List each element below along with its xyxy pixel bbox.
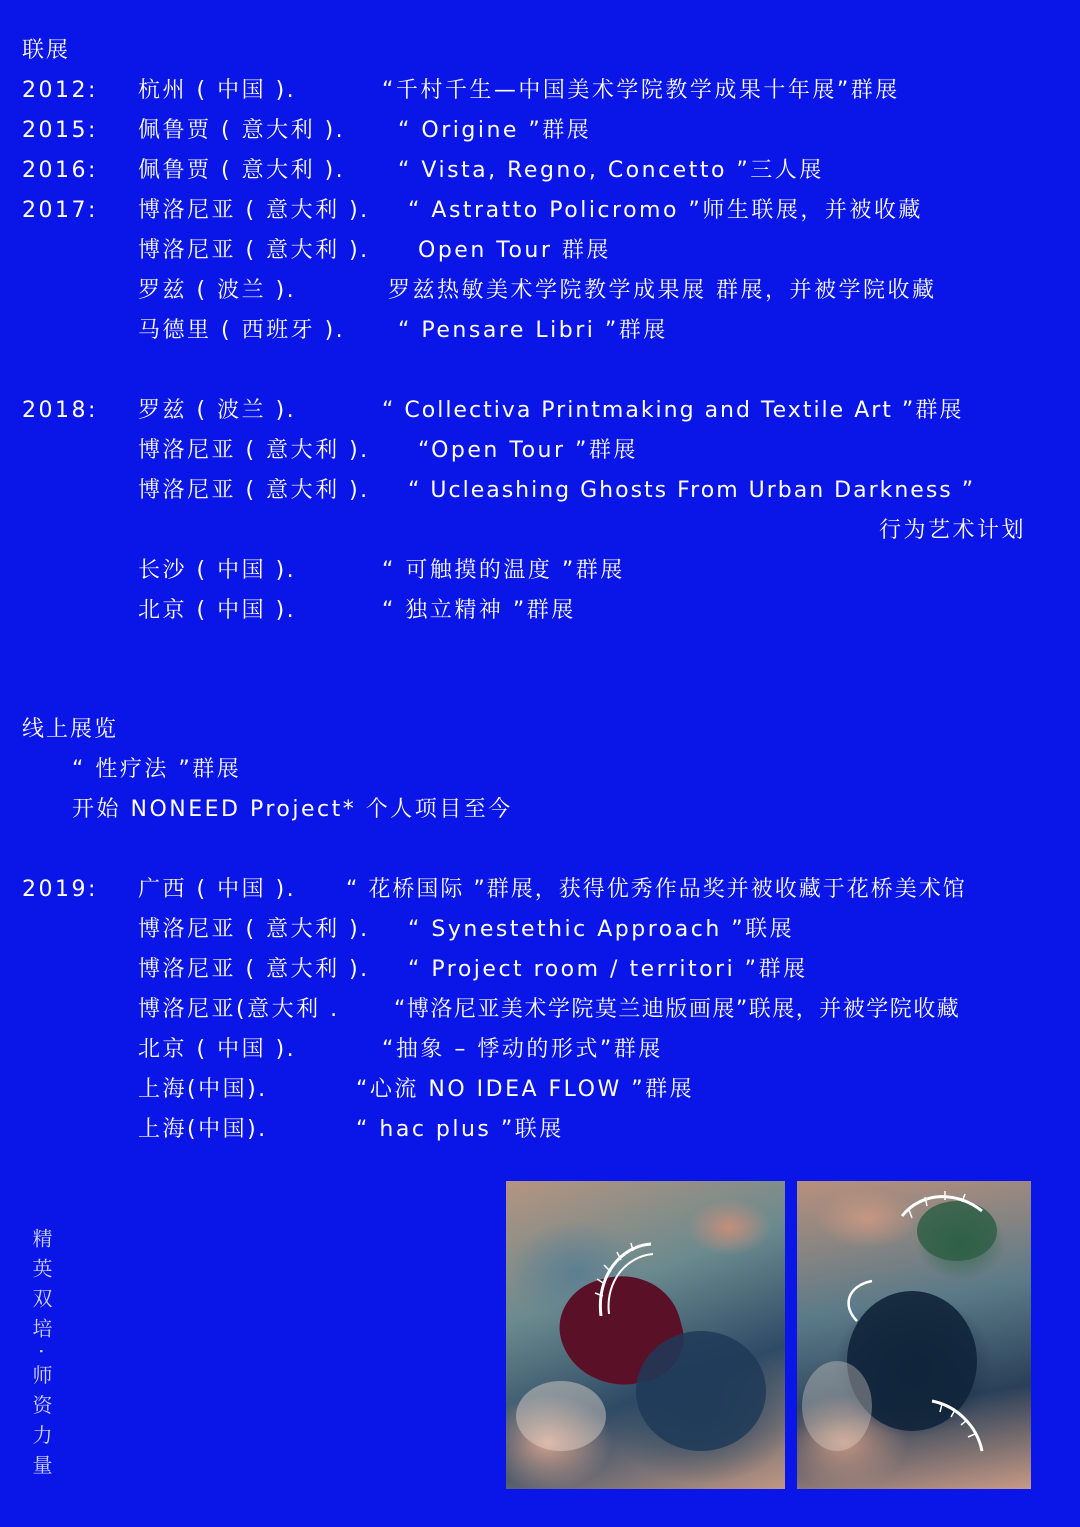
row-event: 罗兹热敏美术学院教学成果展 群展，并被学院收藏 xyxy=(388,278,937,303)
artwork-line-drawing xyxy=(837,1276,877,1326)
row-event: 行为艺术计划 xyxy=(878,518,1026,543)
row-event: “ Ucleashing Ghosts From Urban Darkness ” xyxy=(408,478,976,503)
row-place: 罗兹 ( 波兰 ). xyxy=(138,398,297,423)
row-event: “ Origine ”群展 xyxy=(398,118,592,143)
row-event: Open Tour 群展 xyxy=(418,238,611,263)
row-event: “千村千生—中国美术学院教学成果十年展”群展 xyxy=(382,78,900,103)
row-place: 博洛尼亚 ( 意大利 ). xyxy=(138,198,370,223)
row-event: “Open Tour ”群展 xyxy=(418,438,638,463)
row-place: 广西 ( 中国 ). xyxy=(138,877,297,902)
artwork-image-2 xyxy=(797,1181,1031,1489)
row-event: “ Vista, Regno, Concetto ”三人展 xyxy=(398,158,824,183)
row-event: “ 独立精神 ”群展 xyxy=(382,598,576,623)
artwork-image-1 xyxy=(506,1181,785,1489)
row-place: 博洛尼亚 ( 意大利 ). xyxy=(138,957,370,982)
row-place: 北京 ( 中国 ). xyxy=(138,598,297,623)
row-year: 2015: xyxy=(22,118,98,143)
row-event: “ Synestethic Approach ”联展 xyxy=(408,917,795,942)
row-year: 2019: xyxy=(22,877,98,902)
row-place: 博洛尼亚(意大利 . xyxy=(138,997,340,1022)
row-year: 2018: xyxy=(22,398,98,423)
row-year: 2016: xyxy=(22,158,98,183)
row-event: “ Collectiva Printmaking and Textile Art ”群展 xyxy=(382,398,964,423)
section-title-online-exhibitions: 线上展览 xyxy=(22,717,119,742)
artwork-line-drawing xyxy=(927,1396,987,1456)
row-event: “ 花桥国际 ”群展，获得优秀作品奖并被收藏于花桥美术馆 xyxy=(346,877,967,902)
vertical-caption: 精英双培·师资力量 xyxy=(29,1228,53,1485)
row-year: 2012: xyxy=(22,78,98,103)
artwork-line-drawing xyxy=(897,1186,987,1226)
row-place: 佩鲁贾 ( 意大利 ). xyxy=(138,158,346,183)
row-event: “抽象 – 悸动的形式”群展 xyxy=(382,1037,663,1062)
row-place: 佩鲁贾 ( 意大利 ). xyxy=(138,118,346,143)
artwork-shape xyxy=(516,1381,606,1451)
row-year: 2017: xyxy=(22,198,98,223)
row-place: 上海(中国). xyxy=(138,1117,268,1142)
row-event: “博洛尼亚美术学院莫兰迪版画展”联展，并被学院收藏 xyxy=(394,997,961,1022)
row-event: “ Pensare Libri ”群展 xyxy=(398,318,668,343)
row-event: “ hac plus ”联展 xyxy=(356,1117,564,1142)
row-place: 博洛尼亚 ( 意大利 ). xyxy=(138,238,370,263)
row-place: 博洛尼亚 ( 意大利 ). xyxy=(138,478,370,503)
online-item: 开始 NONEED Project* 个人项目至今 xyxy=(72,797,513,822)
row-event: “ 可触摸的温度 ”群展 xyxy=(382,558,625,583)
artwork-shape xyxy=(636,1331,766,1451)
artwork-line-drawing xyxy=(591,1236,661,1326)
row-place: 杭州 ( 中国 ). xyxy=(138,78,297,103)
row-place: 博洛尼亚 ( 意大利 ). xyxy=(138,917,370,942)
row-place: 长沙 ( 中国 ). xyxy=(138,558,297,583)
online-item: “ 性疗法 ”群展 xyxy=(72,757,242,782)
row-place: 博洛尼亚 ( 意大利 ). xyxy=(138,438,370,463)
row-place: 上海(中国). xyxy=(138,1077,268,1102)
row-place: 马德里 ( 西班牙 ). xyxy=(138,318,346,343)
row-event: “ Astratto Policromo ”师生联展，并被收藏 xyxy=(408,198,923,223)
row-place: 罗兹 ( 波兰 ). xyxy=(138,278,297,303)
row-place: 北京 ( 中国 ). xyxy=(138,1037,297,1062)
row-event: “ Project room / territori ”群展 xyxy=(408,957,808,982)
artwork-shape xyxy=(802,1361,872,1451)
row-event: “心流 NO IDEA FLOW ”群展 xyxy=(356,1077,695,1102)
section-title-group-exhibitions: 联展 xyxy=(22,38,71,63)
